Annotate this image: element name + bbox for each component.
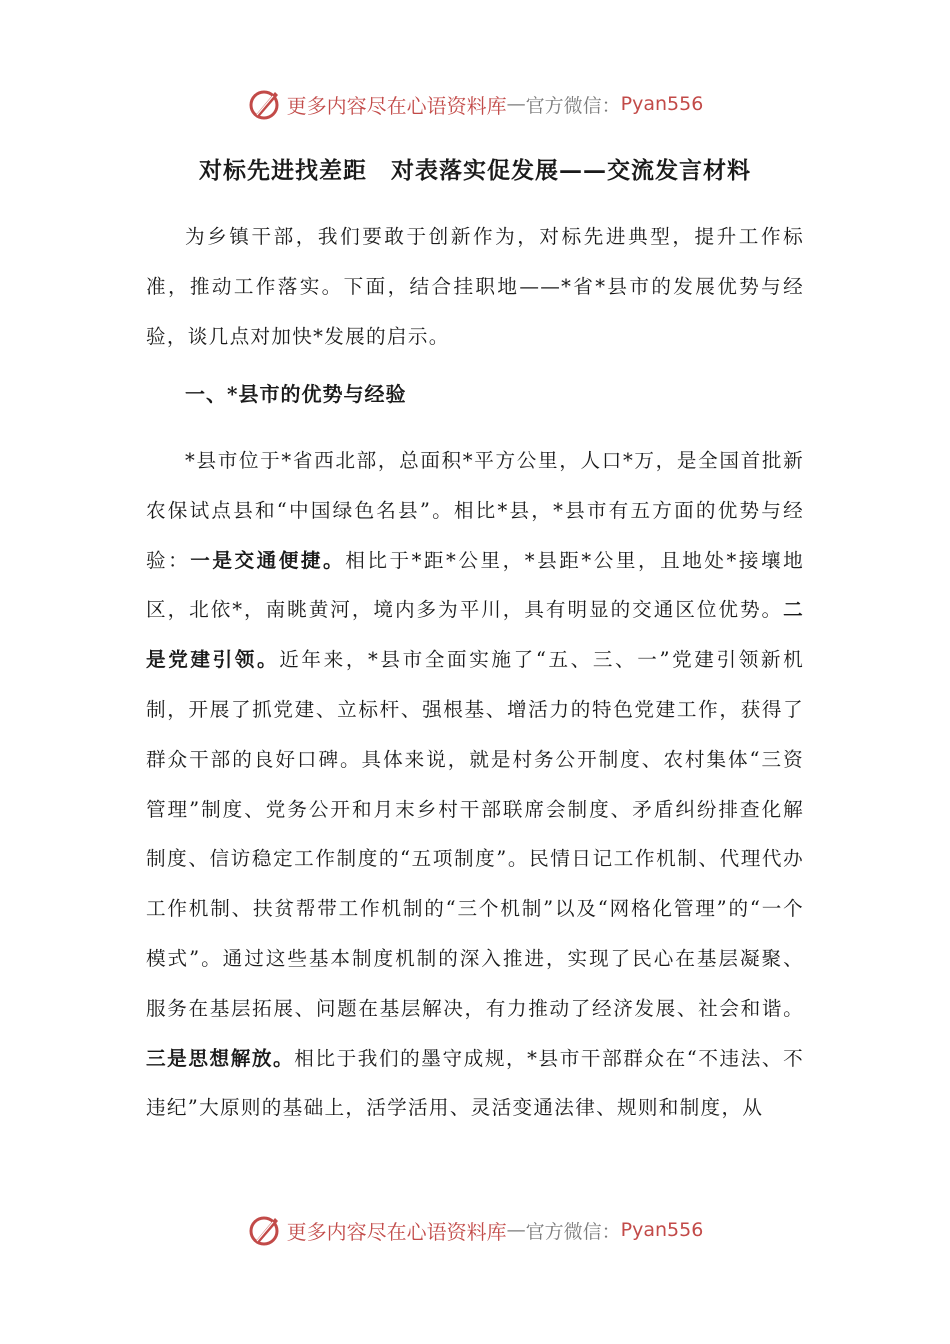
watermark-site-text: 更多内容尽在心语资料库 [286, 93, 507, 118]
point-three-bold: 三是思想解放。 [146, 1046, 295, 1070]
watermark-banner-bottom [0, 1208, 950, 1252]
quill-logo-icon [247, 1212, 283, 1248]
body-text-2: 相比于*距*公里，*县距*公里，且地处*接壤地区，北依*，南眺黄河，境内多为平川，具有明显的交通区位优势。 [146, 548, 804, 622]
watermark-separator: — [506, 1219, 526, 1241]
point-two-bold: 二是党建引领。 [146, 598, 804, 672]
intro-paragraph: 为乡镇干部，我们要敢于创新作为，对标先进典型，提升工作标准，推动工作落实。下面，结合挂职地——*省*县市的发展优势与经验，谈几点对加快*发展的启示。 [146, 225, 804, 348]
quill-logo-icon [247, 86, 283, 122]
watermark-site-text: 更多内容尽在心语资料库 [286, 1219, 507, 1244]
watermark-wechat-id: Pyan556 [620, 1219, 704, 1241]
section-heading: 一、*县市的优势与经验 [185, 382, 407, 406]
body-text-3: 近年来，*县市全面实施了“五、三、一”党建引领新机制，开展了抓党建、立标杆、强根基、增活力的特色党建工作，获得了群众干部的良好口碑。具体来说，就是村务公开制度、农村集体“三资管理”制度、党务公开和月末乡村干部联席会制度、矛盾纠纷排查化解制度、信访稳定工作制度的“五项制度”。民情日记工作机制、代理代办工作机制、扶贫帮带工作机制的“三个机制”以及“网格化管理”的“一个模式”。通过这些基本制度机制的深入推进，实现了民心在基层凝聚、服务在基层拓展、问题在基层解决，有力推动了经济发展、社会和谐。 [146, 648, 804, 1020]
watermark-banner-top [0, 82, 950, 126]
watermark-wechat-id: Pyan556 [620, 93, 704, 115]
watermark-separator: — [506, 93, 526, 115]
watermark-wechat-label: 官方微信： [525, 1220, 621, 1243]
body-text-4: 相比于我们的墨守成规，*县市干部群众在“不违法、不违纪”大原则的基础上，活学活用、灵活变通法律、规则和制度，从 [146, 1046, 804, 1120]
body-text-1: *县市位于*省西北部，总面积*平方公里，人口*万，是全国首批新农保试点县和“中国绿色名县”。相比*县，*县市有五方面的优势与经验： [146, 449, 804, 572]
point-one-bold: 一是交通便捷。 [190, 548, 346, 572]
document-title: 对标先进找差距 对表落实促发展——交流发言材料 [199, 157, 751, 184]
body-paragraph [146, 436, 804, 1133]
watermark-wechat-label: 官方微信： [525, 94, 621, 117]
